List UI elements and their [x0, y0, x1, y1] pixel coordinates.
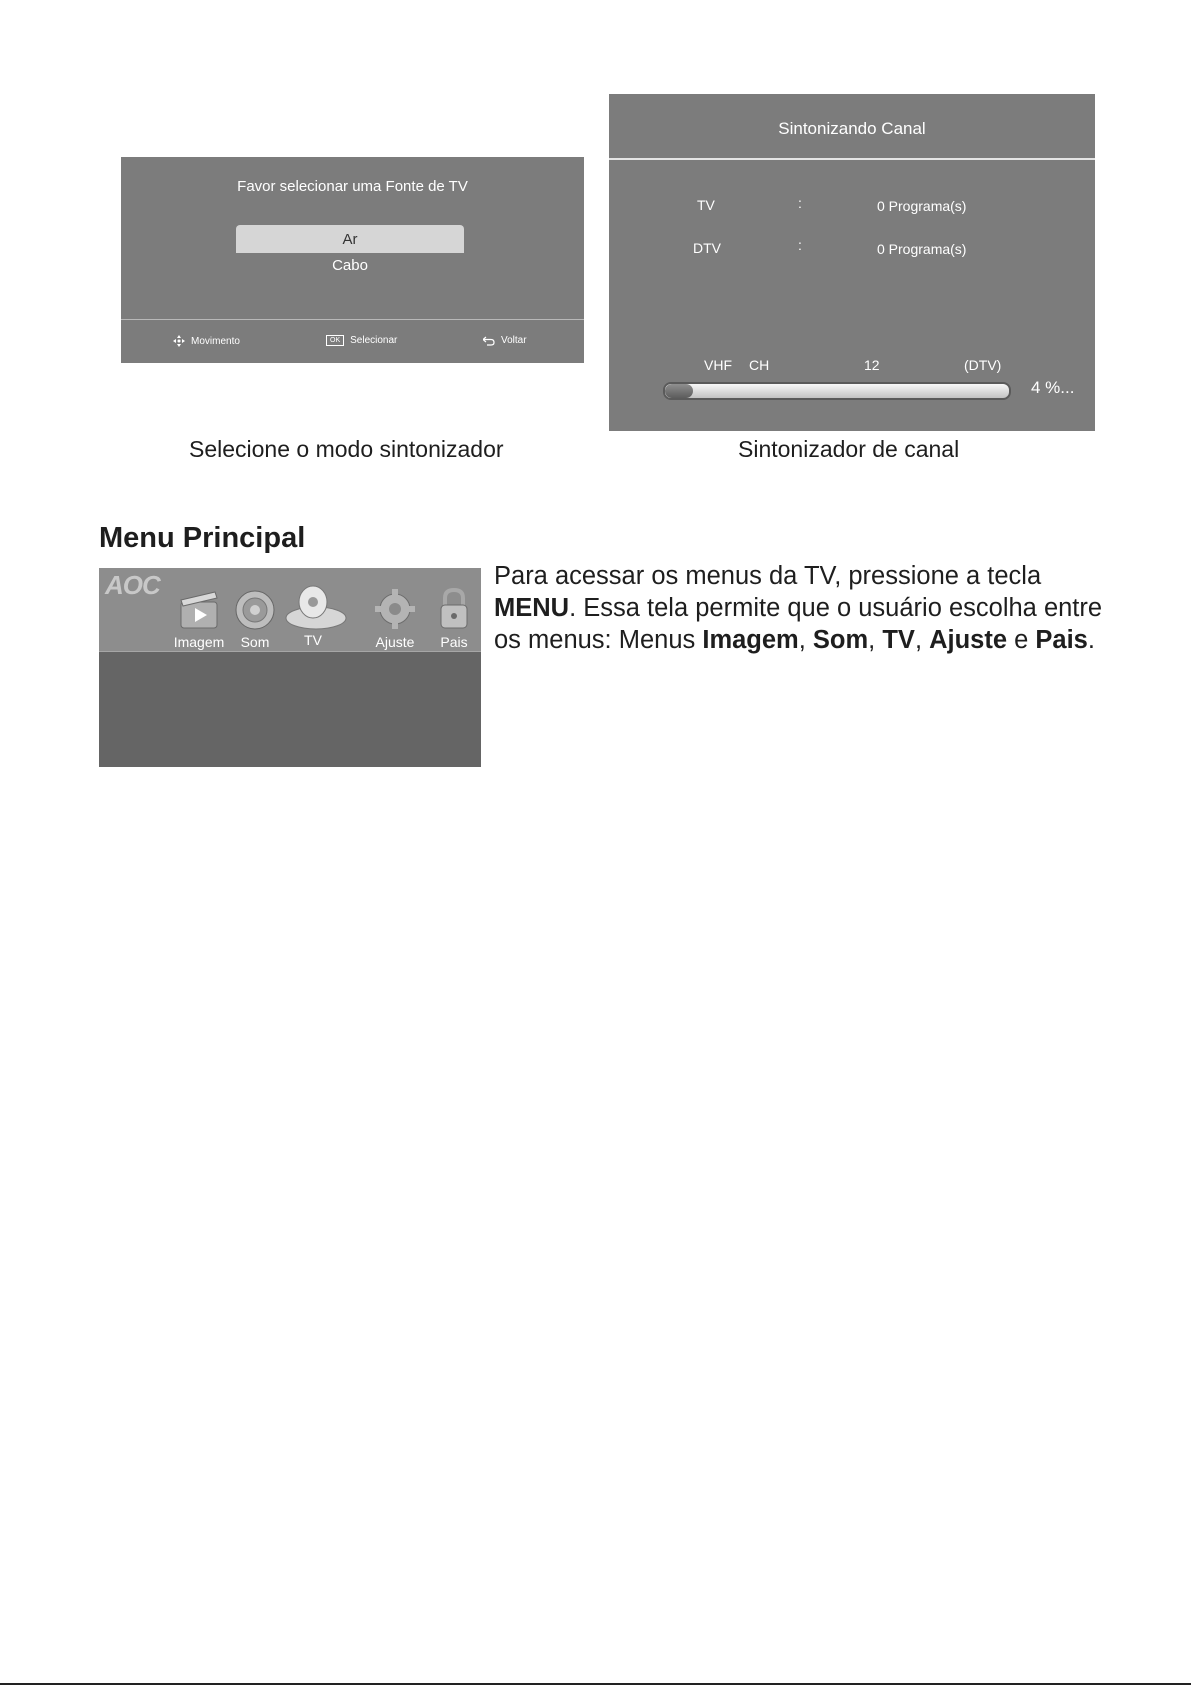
tv-row-value: 0 Programa(s): [877, 198, 967, 214]
tv-row-sep: :: [798, 195, 802, 211]
tuning-caption: Sintonizador de canal: [738, 436, 960, 462]
menu-item-pais[interactable]: [429, 588, 479, 650]
desc-sep-2: ,: [868, 626, 883, 654]
menu-item-pais-label: Pais: [440, 634, 468, 650]
hint-select-label: Selecionar: [350, 335, 398, 346]
title-separator: [609, 158, 1095, 160]
ch-label: CH: [749, 357, 770, 373]
menu-item-tv[interactable]: [283, 582, 343, 648]
dtv-row-sep: :: [798, 237, 802, 253]
clapperboard-icon: [175, 588, 223, 630]
desc-text-4: .: [1087, 626, 1095, 654]
menu-item-tv-label: TV: [304, 632, 322, 648]
desc-key-imagem: Imagem: [702, 626, 799, 654]
dtv-row-label: DTV: [693, 240, 721, 256]
satellite-dish-icon: [283, 582, 349, 632]
menu-item-som-label: Som: [240, 634, 270, 650]
main-menu-description: [494, 560, 1104, 656]
desc-key-pais: Pais: [1035, 626, 1088, 654]
source-option-cable[interactable]: Cabo: [332, 257, 368, 274]
desc-key-ajuste: Ajuste: [929, 626, 1008, 654]
main-menu-screenshot: [99, 568, 481, 767]
menu-item-imagem-label: Imagem: [173, 634, 225, 650]
menu-item-ajuste[interactable]: [365, 588, 425, 650]
source-option-air[interactable]: Ar: [236, 225, 464, 253]
hint-back: [483, 335, 527, 346]
aoc-logo: AOC: [105, 570, 160, 600]
ok-key-icon: OK: [326, 335, 344, 346]
desc-sep-1: ,: [798, 626, 813, 654]
desc-sep-3: ,: [914, 626, 930, 654]
desc-text-3: e: [1007, 626, 1036, 654]
hint-move-label: Movimento: [191, 335, 240, 347]
section-title: Menu Principal: [99, 522, 306, 554]
dialog-divider: [121, 319, 584, 320]
desc-key-tv: TV: [882, 626, 915, 654]
tv-row-label: TV: [697, 197, 715, 213]
return-arrow-icon: [483, 336, 495, 346]
source-prompt: Favor selecionar uma Fonte de TV: [237, 178, 468, 195]
hint-select: [326, 335, 397, 346]
padlock-icon: [437, 588, 471, 630]
speaker-icon: [233, 588, 277, 630]
band-label: VHF: [704, 357, 732, 373]
hint-move: [173, 335, 240, 347]
dtv-row-value: 0 Programa(s): [877, 241, 967, 257]
tv-source-dialog: [121, 157, 584, 363]
tuning-progress-bar: [663, 382, 1011, 400]
menu-item-som[interactable]: [225, 588, 285, 650]
desc-text-1: Para acessar os menus da TV, pressione a tecla: [494, 562, 1042, 590]
tuning-mode: (DTV): [964, 357, 1002, 373]
hint-back-label: Voltar: [501, 335, 527, 346]
desc-key-menu: MENU: [494, 594, 570, 622]
tuning-title: Sintonizando Canal: [778, 119, 926, 138]
gear-icon: [372, 588, 418, 630]
move-arrows-icon: [173, 335, 185, 347]
channel-tuning-dialog: [609, 94, 1095, 431]
source-caption: Selecione o modo sintonizador: [189, 436, 504, 462]
tuning-progress-fill: [665, 384, 693, 398]
desc-text-2: . Essa tela permite que o usuário escolha entre os menus: Menus: [494, 594, 1103, 654]
desc-key-som: Som: [812, 626, 869, 654]
progress-percent: 4 %...: [1031, 378, 1075, 397]
menu-item-ajuste-label: Ajuste: [375, 634, 415, 650]
channel-number: 12: [864, 357, 880, 373]
menu-item-imagem[interactable]: [169, 588, 229, 650]
